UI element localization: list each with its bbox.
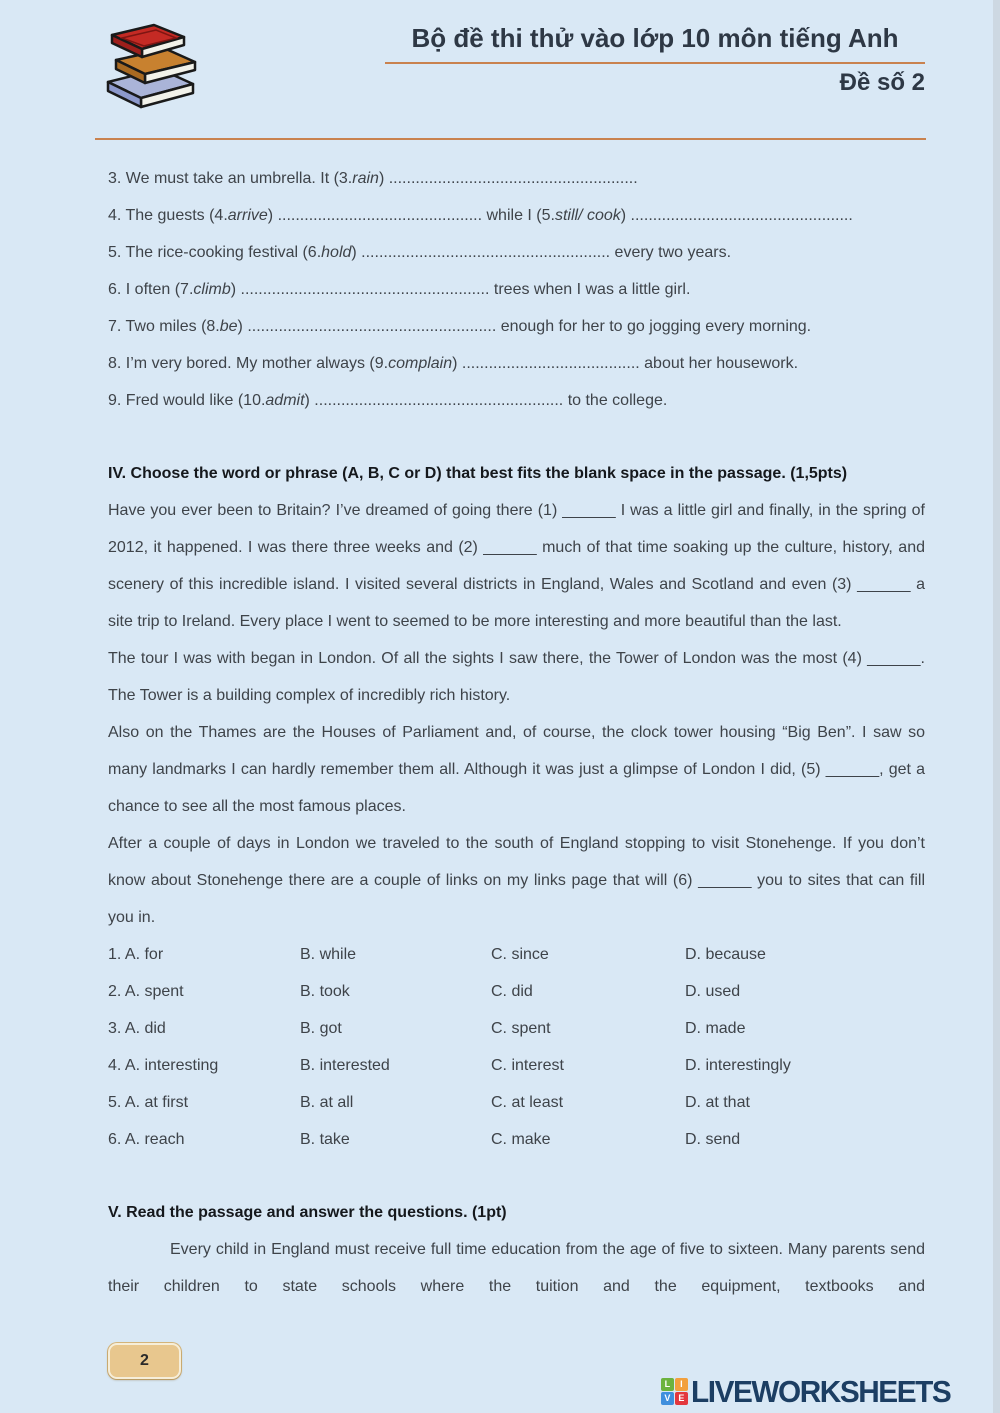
option-cell: D. interestingly <box>685 1057 791 1074</box>
option-cell: 4. A. interesting <box>108 1057 219 1074</box>
section-v-heading: V. Read the passage and answer the questions. (1pt) <box>108 1204 507 1221</box>
fill-blank-item: 9. Fred would like (10.admit) ........................................................ to the college. <box>108 392 668 409</box>
section-iv-heading: IV. Choose the word or phrase (A, B, C or D) that best fits the blank space in the passage. (1,5pts) <box>108 465 848 482</box>
fill-blank-item: 7. Two miles (8.be) ........................................................ enough for her to go jogging every morning. <box>108 318 812 335</box>
option-cell: D. used <box>685 983 741 1000</box>
options-table <box>108 936 925 1158</box>
option-cell: C. since <box>491 946 549 963</box>
cloze-paragraph: The tour I was with began in London. Of all the sights I saw there, the Tower of London was the most (4) ______. The Tower is a building complex of incredibly rich history. <box>108 650 925 704</box>
worksheet-content <box>0 140 1000 1305</box>
fill-blank-item: 5. The rice-cooking festival (6.hold) ........................................................ every two years. <box>108 244 732 261</box>
option-cell: 5. A. at first <box>108 1094 189 1111</box>
option-cell: B. got <box>300 1020 342 1037</box>
options-row <box>108 936 925 973</box>
option-cell: C. make <box>491 1131 551 1148</box>
cloze-paragraph: Have you ever been to Britain? I’ve dreamed of going there (1) ______ I was a little girl and finally, in the spring of 2012, it happened. I was there three weeks and (2) ______ much of that time soaking up the culture, history, and scenery of this incredible island. I visited several districts in England, Wales and Scotland and even (3) ______ a site trip to Ireland. Every place I went to seemed to be more interesting and more beautiful than the last. <box>108 502 925 630</box>
liveworksheets-blocks-icon <box>661 1378 688 1405</box>
logo-block-v: V <box>661 1392 674 1405</box>
logo-block-i: I <box>675 1378 688 1391</box>
option-cell: C. interest <box>491 1057 564 1074</box>
option-cell: B. take <box>300 1131 350 1148</box>
option-cell: 6. A. reach <box>108 1131 185 1148</box>
options-row <box>108 973 925 1010</box>
option-cell: D. at that <box>685 1094 750 1111</box>
section-v <box>108 1194 925 1305</box>
option-cell: C. spent <box>491 1020 551 1037</box>
page-right-edge <box>993 0 1000 1413</box>
header-titles <box>385 22 925 127</box>
books-stack-icon <box>95 22 207 127</box>
title-underline <box>385 62 925 64</box>
option-cell: 3. A. did <box>108 1020 166 1037</box>
header <box>0 0 1000 127</box>
liveworksheets-wordmark: LIVEWORKSHEETS <box>690 1374 951 1409</box>
option-cell: C. at least <box>491 1094 564 1111</box>
logo-block-e: E <box>675 1392 688 1405</box>
liveworksheets-logo[interactable] <box>661 1376 961 1407</box>
reading-paragraph: Every child in England must receive full time education from the age of five to sixteen. Many parents send their children to state schools where the tuition and the equipment, textbooks and <box>108 1241 925 1295</box>
option-cell: C. did <box>491 983 533 1000</box>
fill-blank-item: 6. I often (7.climb) ........................................................ trees when I was a little girl. <box>108 281 691 298</box>
logo-block-l: L <box>661 1378 674 1391</box>
option-cell: 1. A. for <box>108 946 164 963</box>
option-cell: B. took <box>300 983 350 1000</box>
option-cell: B. while <box>300 946 357 963</box>
option-cell: B. interested <box>300 1057 390 1074</box>
options-row <box>108 1047 925 1084</box>
cloze-paragraph: After a couple of days in London we traveled to the south of England stopping to visit Stonehenge. If you don’t know about Stonehenge there are a couple of links on my links page that will (6) ______ you to sites that can fill you in. <box>108 835 925 926</box>
section-iv <box>108 455 925 1158</box>
footer <box>0 1341 1000 1413</box>
fill-blank-item: 8. I’m very bored. My mother always (9.complain) ........................................ about her housework. <box>108 355 799 372</box>
fill-blank-item: 3. We must take an umbrella. It (3.rain) ........................................................ <box>108 170 638 187</box>
options-row <box>108 1010 925 1047</box>
option-cell: B. at all <box>300 1094 354 1111</box>
fill-blank-item: 4. The guests (4.arrive) .............................................. while I (5.still/ cook) .................................................. <box>108 207 853 224</box>
option-cell: D. made <box>685 1020 746 1037</box>
verb-fill-section <box>108 160 925 419</box>
option-cell: D. because <box>685 946 766 963</box>
option-cell: 2. A. spent <box>108 983 184 1000</box>
page-number-badge: 2 <box>108 1343 181 1379</box>
page-subtitle: Đề số 2 <box>839 68 925 96</box>
option-cell: D. send <box>685 1131 741 1148</box>
options-row <box>108 1121 925 1158</box>
options-row <box>108 1084 925 1121</box>
page-title: Bộ đề thi thử vào lớp 10 môn tiếng Anh <box>411 23 899 53</box>
cloze-paragraph: Also on the Thames are the Houses of Parliament and, of course, the clock tower housing “Big Ben”. I saw so many landmarks I can hardly remember them all. Although it was just a glimpse of London I did, (5) ______, get a chance to see all the most famous places. <box>108 724 925 815</box>
